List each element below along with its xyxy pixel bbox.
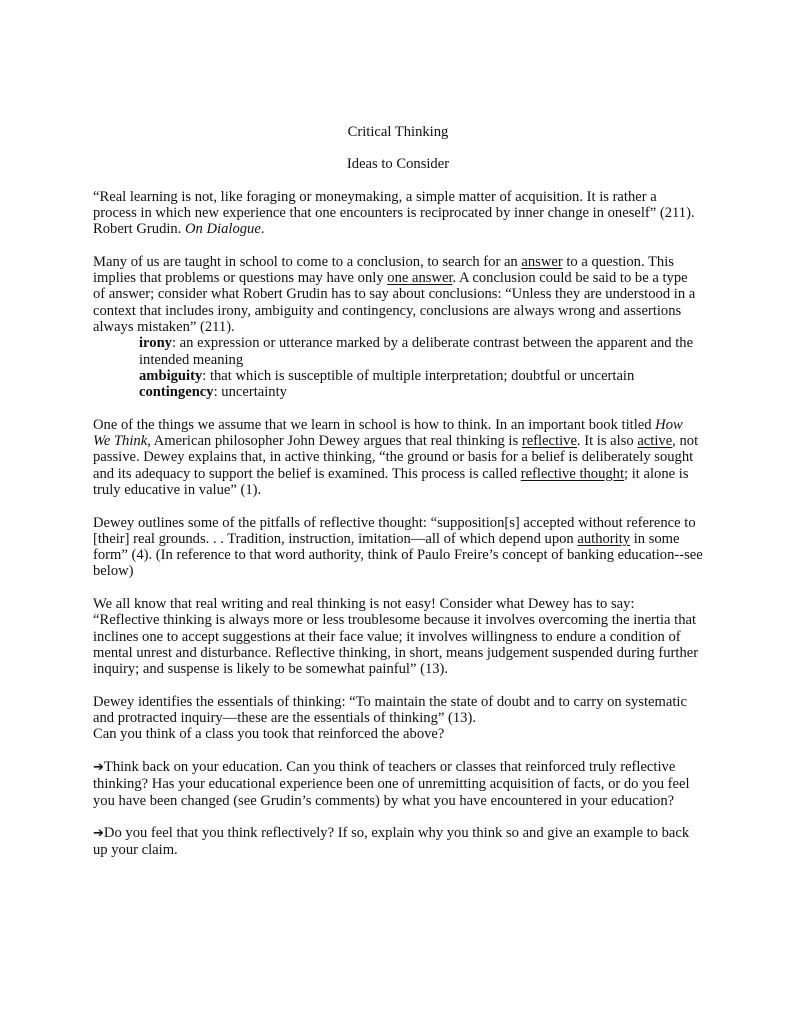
paragraph-dewey-troublesome: We all know that real writing and real thinking is not easy! Consider what Dewey has to say: “Reflective thinking is always more or less troublesome because it involves overcoming the inertia that inclines one to accept suggestions at their face value; it involves willingness to endure a condition of mental unrest and disturbance. Reflective thinking, in short, means judgement suspended during further inquiry; and suspense is likely to be somewhat painful” (13). <box>93 596 699 678</box>
text-run: ; it alone is truly educative in value” (1). <box>93 465 689 498</box>
arrow-right-icon: ➔ <box>93 759 104 775</box>
underlined-term: reflective thought <box>520 465 625 482</box>
underlined-term: one answer <box>387 270 453 287</box>
definition-term: irony <box>139 335 172 352</box>
question-reflective <box>93 825 703 859</box>
text-run: Dewey outlines some of the pitfalls of reflective thought: “supposition[s] accepted without reference to [their] real grounds. . . Tradition, instruction, imitation—all of which depend upon <box>93 514 696 547</box>
definition-term: contingency <box>139 384 214 401</box>
question-education <box>93 759 703 809</box>
text-run: , not passive. Dewey explains that, in active thinking, “the ground or basis for a belief is deliberately sought and its adequacy to support the belief is examined. This process is called <box>93 433 699 482</box>
underlined-term: answer <box>521 253 563 270</box>
definition-text: : that which is susceptible of multiple interpretation; doubtful or uncertain <box>202 367 635 384</box>
paragraph-dewey-reflective <box>93 417 703 498</box>
paragraph-dewey-pitfalls <box>93 515 703 580</box>
book-title-italic: How We Think <box>93 416 683 450</box>
definition-term: ambiguity <box>139 367 203 384</box>
text-run: in some form” (4). (In reference to that word authority, think of Paulo Freire’s concept of banking education--see below) <box>93 530 703 580</box>
paragraph-conclusions <box>93 254 703 335</box>
underlined-term: reflective <box>521 433 577 450</box>
definition-ambiguity <box>139 368 703 384</box>
document-page <box>93 124 703 875</box>
arrow-right-icon: ➔ <box>93 826 104 842</box>
question-text: Think back on your education. Can you think of teachers or classes that reinforced truly reflective thinking? Has your educational experience been one of unremitting acquisition of facts, or do you feel you have been changed (see Grudin’s comments) by what you have encountered in your education? <box>93 758 690 809</box>
text-run: , American philosopher John Dewey argues that real thinking is <box>147 433 522 450</box>
paragraph-class-question: Can you think of a class you took that reinforced the above? <box>93 726 445 743</box>
text-run: to a question. This implies that problems or questions may have only <box>93 253 674 287</box>
definitions-list <box>93 335 703 400</box>
definition-text: : uncertainty <box>213 384 287 401</box>
definition-irony <box>139 335 703 368</box>
text-run: . A conclusion could be said to be a type of answer; consider what Robert Grudin has to say about conclusions: “Unless they are understood in a context that includes irony, ambiguity and contingency, conclusions are always wrong and assertions always mistaken” (211). <box>93 270 696 335</box>
definition-text: : an expression or utterance marked by a deliberate contrast between the apparent and the intended meaning <box>139 335 694 368</box>
paragraph-dewey-essentials: Dewey identifies the essentials of thinking: “To maintain the state of doubt and to carry on systematic and protracted inquiry—these are the essentials of thinking” (13). <box>93 693 687 727</box>
paragraph-grudin-quote <box>93 189 703 238</box>
document-subtitle: Ideas to Consider <box>346 156 450 173</box>
text-run: . It is also <box>576 433 638 450</box>
document-title: Critical Thinking <box>347 124 449 140</box>
text-run: “Real learning is not, like foraging or moneymaking, a simple matter of acquisition. It is rather a process in which new experience that one encounters is reciprocated by inner change in oneself” (211). Robert Grudin. <box>93 188 695 238</box>
question-text: Do you feel that you think reflectively? If so, explain why you think so and give an example to back up your claim. <box>93 825 690 859</box>
underlined-term: authority <box>577 530 631 547</box>
text-run: One of the things we assume that we learn in school is how to think. In an important book titled <box>93 416 656 433</box>
definition-contingency <box>139 384 703 400</box>
book-title-italic: On Dialogue <box>185 221 261 238</box>
text-run: Many of us are taught in school to come to a conclusion, to search for an <box>93 253 522 270</box>
underlined-term: active <box>637 433 673 450</box>
text-run: . <box>260 221 265 238</box>
